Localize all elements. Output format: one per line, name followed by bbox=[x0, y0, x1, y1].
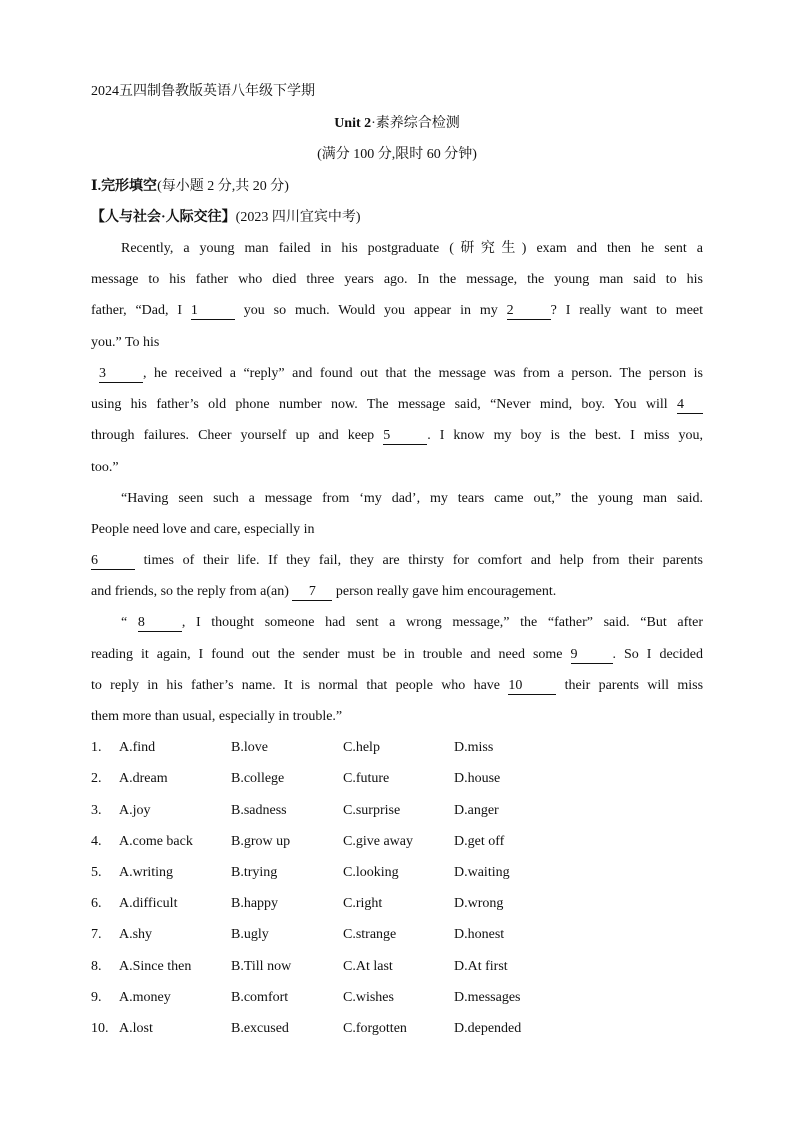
blank-8: 8 bbox=[138, 615, 182, 632]
passage-text: times of their life. If they fail, they are thirsty for comfort and help from their parents bbox=[143, 553, 703, 568]
option-c: C.strange bbox=[343, 927, 397, 942]
passage-line bbox=[91, 301, 703, 321]
question-number: 7. bbox=[91, 927, 102, 942]
passage-text: to reply in his father’s name. It is normal that people who have bbox=[91, 678, 501, 693]
passage-text: reading it again, I found out the sender must be in trouble and need some bbox=[91, 647, 563, 662]
passage-line: “Having seen such a message from ‘my dad’, my tears came out,” the young man said. bbox=[121, 491, 703, 506]
option-a: A.find bbox=[119, 740, 156, 755]
blank-1: 1 bbox=[191, 303, 235, 320]
option-b: B.trying bbox=[231, 865, 278, 880]
unit-title-number: Unit 2 bbox=[334, 116, 372, 131]
option-a: A.difficult bbox=[119, 896, 178, 911]
passage-text: , I thought someone had sent a wrong message,” the “father” said. “But after bbox=[181, 615, 703, 630]
option-d: D.get off bbox=[454, 834, 505, 849]
option-b: B.college bbox=[231, 771, 285, 786]
option-d: D.messages bbox=[454, 990, 521, 1005]
question-number: 1. bbox=[91, 740, 102, 755]
option-a: A.come back bbox=[119, 834, 193, 849]
blank-9: 9 bbox=[571, 647, 613, 664]
passage-line bbox=[99, 364, 703, 384]
option-d: D.At first bbox=[454, 959, 508, 974]
score-info: (满分 100 分,限时 60 分钟) bbox=[317, 147, 477, 162]
section-roman: Ⅰ bbox=[91, 179, 98, 194]
option-b: B.love bbox=[231, 740, 268, 755]
passage-text: . So I decided bbox=[612, 647, 703, 662]
passage-line bbox=[121, 613, 703, 633]
passage-text: using his father’s old phone number now. The message said, “Never mind, boy. You will bbox=[91, 397, 668, 412]
option-d: D.wrong bbox=[454, 896, 504, 911]
question-number: 8. bbox=[91, 959, 102, 974]
option-a: A.dream bbox=[119, 771, 168, 786]
option-d: D.waiting bbox=[454, 865, 510, 880]
passage-line bbox=[91, 426, 703, 446]
question-number: 4. bbox=[91, 834, 102, 849]
question-number: 2. bbox=[91, 771, 102, 786]
series-title: 2024五四制鲁教版英语八年级下学期 bbox=[91, 84, 315, 99]
option-c: C.At last bbox=[343, 959, 393, 974]
option-d: D.miss bbox=[454, 740, 494, 755]
option-a: A.Since then bbox=[119, 959, 192, 974]
passage-text: , he received a “reply” and found out that the message was from a person. The person is bbox=[143, 366, 703, 381]
option-b: B.grow up bbox=[231, 834, 291, 849]
question-number: 10. bbox=[91, 1021, 109, 1036]
option-a: A.lost bbox=[119, 1021, 153, 1036]
option-d: D.depended bbox=[454, 1021, 522, 1036]
question-number: 3. bbox=[91, 803, 102, 818]
option-c: C.surprise bbox=[343, 803, 401, 818]
option-c: C.forgotten bbox=[343, 1021, 407, 1036]
blank-2: 2 bbox=[507, 303, 551, 320]
passage-line bbox=[91, 645, 703, 665]
question-number: 6. bbox=[91, 896, 102, 911]
section-points: (每小题 2 分,共 20 分) bbox=[157, 179, 289, 194]
theme-label: 【人与社会·人际交往】 bbox=[91, 210, 236, 225]
option-b: B.excused bbox=[231, 1021, 289, 1036]
option-c: C.wishes bbox=[343, 990, 394, 1005]
theme-source: (2023 四川宜宾中考) bbox=[235, 210, 361, 225]
option-b: B.happy bbox=[231, 896, 279, 911]
question-number: 9. bbox=[91, 990, 102, 1005]
section-theme bbox=[91, 208, 703, 228]
blank-10: 10 bbox=[508, 678, 556, 695]
option-b: B.sadness bbox=[231, 803, 287, 818]
option-c: C.looking bbox=[343, 865, 399, 880]
passage-text: “ bbox=[121, 615, 128, 630]
option-c: C.help bbox=[343, 740, 380, 755]
passage-line bbox=[91, 676, 703, 696]
passage-text: . I know my boy is the best. I miss you, bbox=[427, 428, 703, 443]
unit-title bbox=[91, 114, 703, 134]
passage-line: too.” bbox=[91, 460, 119, 475]
passage-line: message to his father who died three years ago. In the message, the young man said to his bbox=[91, 272, 703, 287]
passage-line bbox=[91, 395, 703, 415]
blank-3: 3 bbox=[99, 366, 143, 383]
option-b: B.Till now bbox=[231, 959, 292, 974]
passage-text: person really gave him encouragement. bbox=[335, 584, 557, 599]
option-c: C.right bbox=[343, 896, 383, 911]
section-heading bbox=[91, 177, 703, 197]
passage-text: and friends, so the reply from a(an) bbox=[91, 584, 289, 599]
option-d: D.house bbox=[454, 771, 501, 786]
option-b: B.ugly bbox=[231, 927, 269, 942]
passage-line: you.” To his bbox=[91, 335, 160, 350]
option-c: C.future bbox=[343, 771, 390, 786]
passage-line bbox=[91, 551, 703, 571]
passage-text: ? I really want to meet bbox=[550, 303, 704, 318]
passage-text: through failures. Cheer yourself up and keep bbox=[91, 428, 375, 443]
option-c: C.give away bbox=[343, 834, 413, 849]
passage-text: their parents will miss bbox=[564, 678, 704, 693]
option-a: A.money bbox=[119, 990, 171, 1005]
passage-line bbox=[91, 582, 703, 602]
blank-7: 7 bbox=[292, 584, 332, 601]
passage-text: you so much. Would you appear in my bbox=[243, 303, 498, 318]
blank-5: 5 bbox=[383, 428, 427, 445]
blank-4: 4 bbox=[677, 397, 703, 414]
option-b: B.comfort bbox=[231, 990, 289, 1005]
option-d: D.honest bbox=[454, 927, 505, 942]
option-d: D.anger bbox=[454, 803, 499, 818]
option-a: A.joy bbox=[119, 803, 151, 818]
blank-6: 6 bbox=[91, 553, 135, 570]
option-a: A.writing bbox=[119, 865, 174, 880]
question-number: 5. bbox=[91, 865, 102, 880]
passage-line: People need love and care, especially in bbox=[91, 522, 315, 537]
passage-text: father, “Dad, I bbox=[91, 303, 183, 318]
unit-title-subtitle: ·素养综合检测 bbox=[371, 116, 460, 131]
section-title: .完形填空 bbox=[97, 179, 158, 194]
passage-line: Recently, a young man failed in his postgraduate (研究生) exam and then he sent a bbox=[121, 241, 703, 256]
option-a: A.shy bbox=[119, 927, 153, 942]
passage-line: them more than usual, especially in trouble.” bbox=[91, 709, 343, 724]
